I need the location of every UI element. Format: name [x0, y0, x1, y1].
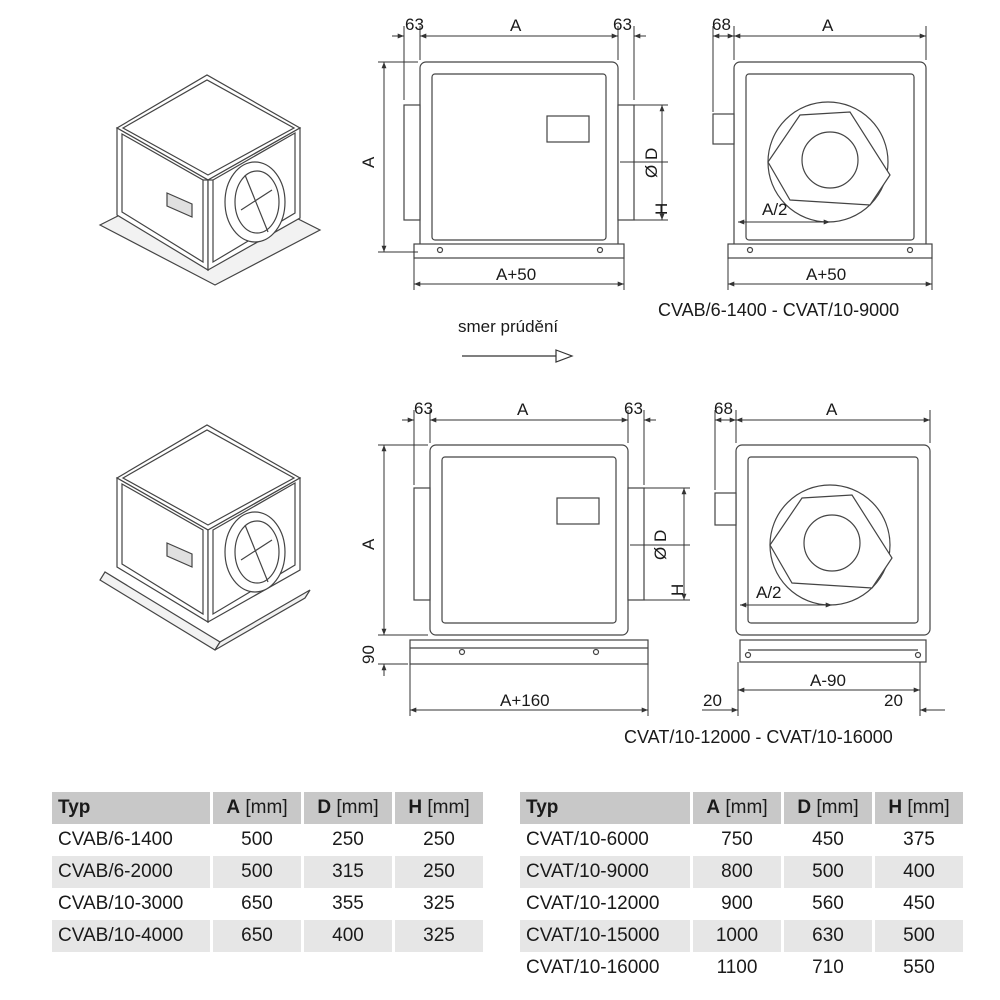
header-typ: Typ — [52, 792, 212, 824]
cell-d: 400 — [303, 920, 394, 952]
cell-d: 450 — [783, 824, 874, 856]
dim-a-half-bottom: A/2 — [756, 583, 782, 602]
cell-h: 400 — [874, 856, 964, 888]
dim-a-plus-50-top-side: A+50 — [806, 265, 847, 284]
caption-bottom: CVAT/10-12000 - CVAT/10-16000 — [624, 727, 893, 747]
cell-d: 315 — [303, 856, 394, 888]
dim-20-left: 20 — [703, 691, 722, 710]
cell-a: 1000 — [692, 920, 783, 952]
cell-typ: CVAB/10-4000 — [52, 920, 212, 952]
cell-a: 750 — [692, 824, 783, 856]
cell-d: 500 — [783, 856, 874, 888]
header-a: A [mm] — [692, 792, 783, 824]
cell-d: 630 — [783, 920, 874, 952]
dim-a-bottom-front: A — [517, 400, 529, 419]
cell-typ: CVAB/6-1400 — [58, 829, 173, 850]
flow-arrow-icon — [462, 350, 572, 362]
dim-d-bottom: Ø D — [651, 529, 670, 560]
table-row — [52, 920, 483, 952]
table-row — [52, 856, 483, 888]
front-view-bottom — [410, 445, 648, 664]
dim-90: 90 — [359, 645, 378, 664]
side-view-bottom — [715, 445, 930, 662]
cell-d: 560 — [783, 888, 874, 920]
dim-a-top-front: A — [510, 16, 522, 35]
table-row — [52, 824, 483, 856]
cell-h: 500 — [874, 920, 964, 952]
dim-63-bottom-left: 63 — [414, 399, 433, 418]
cell-typ: CVAT/10-9000 — [520, 856, 692, 888]
side-view-top — [713, 62, 932, 258]
header-d: D [mm] — [303, 792, 394, 824]
cell-d: 355 — [303, 888, 394, 920]
table-row — [520, 952, 963, 984]
cell-h: 250 — [394, 856, 484, 888]
table-row — [520, 920, 963, 952]
cell-a: 800 — [692, 856, 783, 888]
cell-a: 500 — [212, 856, 303, 888]
isometric-view-bottom — [100, 425, 310, 650]
table-header-row — [52, 792, 483, 824]
header-d: D [mm] — [783, 792, 874, 824]
dim-a-plus-50-top-front: A+50 — [496, 265, 537, 284]
dim-63-top-right: 63 — [613, 15, 632, 34]
cell-h: 450 — [874, 888, 964, 920]
cell-h: 250 — [394, 824, 484, 856]
dim-d-top: Ø D — [642, 147, 661, 178]
header-h: H [mm] — [874, 792, 964, 824]
table-row — [520, 888, 963, 920]
cell-a: 500 — [212, 824, 303, 856]
dim-68-bottom: 68 — [714, 399, 733, 418]
cell-typ: CVAB/6-2000 — [52, 856, 212, 888]
table-header-row — [520, 792, 963, 824]
cell-d: 710 — [783, 952, 874, 984]
header-a: A [mm] — [212, 792, 303, 824]
dim-h-bottom: H — [668, 583, 687, 596]
cell-typ: CVAB/10-3000 — [58, 893, 184, 914]
cell-a: 1100 — [692, 952, 783, 984]
front-view-top — [404, 62, 634, 258]
cell-typ: CVAT/10-16000 — [526, 957, 660, 978]
cell-a: 650 — [212, 888, 303, 920]
header-typ: Typ — [520, 792, 692, 824]
cell-typ: CVAT/10-12000 — [526, 893, 660, 914]
cell-typ: CVAT/10-6000 — [526, 829, 649, 850]
cell-d: 250 — [303, 824, 394, 856]
table-row — [520, 856, 963, 888]
table-row — [520, 824, 963, 856]
cell-h: 550 — [874, 952, 964, 984]
dim-a-vertical-bottom: A — [359, 538, 378, 550]
dim-a-top-side: A — [822, 16, 834, 35]
dim-63-bottom-right: 63 — [624, 399, 643, 418]
dim-h-top: H — [652, 202, 671, 215]
cell-h: 325 — [394, 888, 484, 920]
flow-direction-label: smer prúdění — [458, 317, 559, 336]
spec-table-cvab — [52, 792, 483, 952]
isometric-view-top — [100, 75, 320, 285]
cell-a: 900 — [692, 888, 783, 920]
dim-a-half-top: A/2 — [762, 200, 788, 219]
cell-h: 325 — [394, 920, 484, 952]
spec-table-cvat — [520, 792, 963, 984]
dim-a-bottom-side: A — [826, 400, 838, 419]
header-h: H [mm] — [394, 792, 484, 824]
cell-typ: CVAT/10-15000 — [520, 920, 692, 952]
dim-a-plus-160: A+160 — [500, 691, 550, 710]
dim-20-right: 20 — [884, 691, 903, 710]
table-row — [52, 888, 483, 920]
cell-h: 375 — [874, 824, 964, 856]
dim-a-vertical-top: A — [359, 156, 378, 168]
cell-a: 650 — [212, 920, 303, 952]
dim-a-minus-90: A-90 — [810, 671, 846, 690]
dim-68-top: 68 — [712, 15, 731, 34]
dim-63-top-left: 63 — [405, 15, 424, 34]
caption-top: CVAB/6-1400 - CVAT/10-9000 — [658, 300, 900, 320]
